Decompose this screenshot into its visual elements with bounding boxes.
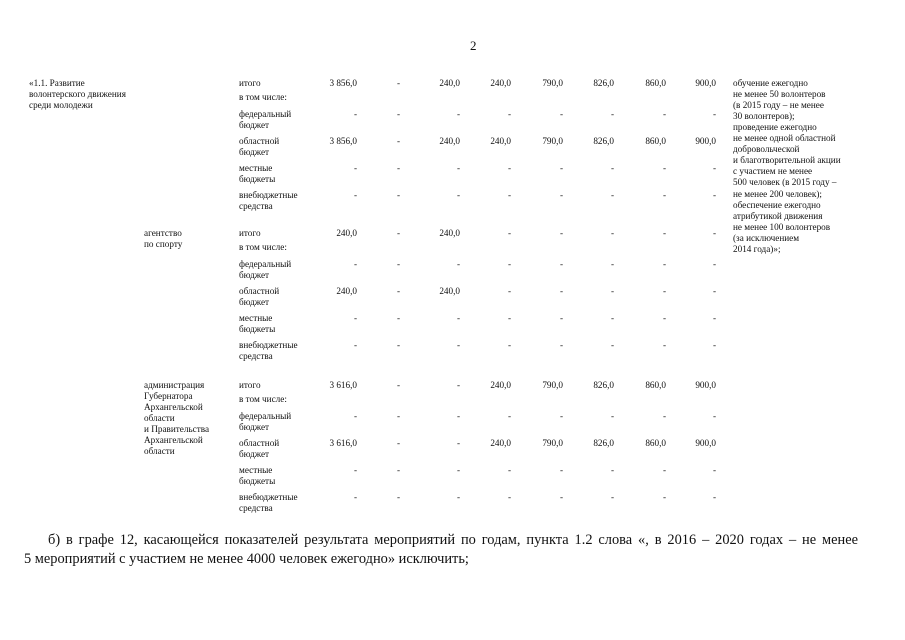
value-cell: - [507,313,511,323]
executor-line: Архангельской [144,402,203,412]
row-label-oblast: бюджет [239,297,270,307]
value-cell: - [353,109,357,119]
value-cell: 900,0 [695,380,716,390]
value-cell: - [712,340,716,350]
body-paragraph [24,531,858,569]
value-cell: - [559,190,563,200]
value-cell: - [456,163,460,173]
value-cell: 860,0 [645,438,666,448]
value-cell: 900,0 [695,438,716,448]
row-label-oblast: бюджет [239,147,270,157]
value-cell: - [559,411,563,421]
row-label-local: бюджеты [239,476,276,486]
row-label-local: бюджеты [239,324,276,334]
value-cell: 240,0 [336,228,357,238]
value-cell: 240,0 [490,136,511,146]
value-cell: - [353,190,357,200]
value-cell: - [712,228,716,238]
result-line: не менее 200 человек); [733,188,822,199]
value-cell: 3 616,0 [329,380,357,390]
value-cell: - [396,190,400,200]
measure-title-line: волонтерского движения [29,89,126,99]
value-cell: - [353,465,357,475]
result-line: 30 волонтеров); [733,111,795,122]
executor-line: администрация [144,380,205,390]
value-cell: - [456,411,460,421]
value-cell: - [559,228,563,238]
value-cell: - [456,313,460,323]
value-cell: - [662,228,666,238]
result-line: 2014 года)»; [733,243,781,254]
value-cell: - [712,259,716,269]
value-cell: 240,0 [490,78,511,88]
value-cell: - [559,313,563,323]
value-cell: 826,0 [593,78,614,88]
value-cell: - [396,78,400,88]
result-line: не менее 100 волонтеров [733,221,831,232]
value-cell: - [712,465,716,475]
value-cell: - [662,465,666,475]
value-cell: - [456,259,460,269]
result-line: проведение ежегодно [733,122,817,133]
value-cell: - [712,109,716,119]
value-cell: - [662,259,666,269]
row-label-local: местные [239,313,273,323]
value-cell: - [712,190,716,200]
value-cell: 240,0 [336,286,357,296]
value-cell: 240,0 [490,380,511,390]
value-cell: - [559,340,563,350]
executor-line: по спорту [144,239,183,249]
result-line: обучение ежегодно [733,78,808,88]
value-cell: - [662,411,666,421]
executor-line: области [144,446,175,456]
value-cell: - [456,109,460,119]
value-cell: - [712,286,716,296]
value-cell: - [662,109,666,119]
value-cell: - [662,286,666,296]
value-cell: - [456,465,460,475]
value-cell: - [507,163,511,173]
value-cell: - [610,109,614,119]
value-cell: - [507,109,511,119]
value-cell: 790,0 [542,78,563,88]
value-cell: - [662,492,666,502]
result-line: 500 человек (в 2015 году – [733,177,837,188]
value-cell: - [712,163,716,173]
row-label-total: итого [239,78,261,88]
value-cell: 790,0 [542,438,563,448]
value-cell: - [610,286,614,296]
row-label-extra: средства [239,503,273,513]
value-cell: - [507,286,511,296]
value-cell: 860,0 [645,136,666,146]
row-label-extra: средства [239,351,273,361]
result-line: атрибутикой движения [733,210,823,221]
value-cell: 790,0 [542,136,563,146]
page-number: 2 [470,38,477,53]
paragraph-line-1: б) в графе 12, касающейся показателей результата мероприятий по годам, пункта 1.2 слова «, в 2016 – 2020 годах – не менее [48,532,858,548]
row-label-federal: федеральный [239,259,292,269]
row-label-federal: федеральный [239,109,292,119]
value-cell: - [559,259,563,269]
value-cell: - [396,411,400,421]
value-cell: - [396,492,400,502]
value-cell: - [353,259,357,269]
value-cell: - [507,492,511,502]
value-cell: - [396,380,400,390]
value-cell: - [662,313,666,323]
value-cell: - [610,340,614,350]
value-cell: - [507,259,511,269]
row-label-including: в том числе: [239,92,287,102]
value-cell: - [712,411,716,421]
value-cell: 3 856,0 [329,136,357,146]
value-cell: 826,0 [593,380,614,390]
row-label-including: в том числе: [239,242,287,252]
value-cell: 860,0 [645,380,666,390]
value-cell: - [456,380,460,390]
value-cell: 3 616,0 [329,438,357,448]
row-label-oblast: областной [239,136,280,146]
value-cell: - [353,163,357,173]
executor-line: Архангельской [144,435,203,445]
value-cell: - [712,492,716,502]
result-line: и благотворительной акции [733,155,841,166]
row-label-oblast: областной [239,438,280,448]
value-cell: - [559,492,563,502]
row-label-extra: средства [239,201,273,211]
row-label-local: местные [239,465,273,475]
row-label-extra: внебюджетные [239,190,298,200]
row-label-total: итого [239,380,261,390]
result-line: (за исключением [733,232,800,243]
row-label-oblast: областной [239,286,280,296]
row-label-local: местные [239,163,273,173]
value-cell: - [662,163,666,173]
value-cell: - [396,286,400,296]
value-cell: - [610,190,614,200]
value-cell: 240,0 [439,78,460,88]
value-cell: - [353,340,357,350]
value-cell: 900,0 [695,78,716,88]
executor-line: агентство [144,228,182,238]
value-cell: - [610,492,614,502]
value-cell: - [396,109,400,119]
value-cell: - [610,313,614,323]
paragraph-line-2: 5 мероприятий с участием не менее 4000 человек ежегодно» исключить; [24,551,469,567]
executor-line: области [144,413,175,423]
value-cell: - [559,286,563,296]
value-cell: - [456,190,460,200]
value-cell: - [610,411,614,421]
value-cell: - [396,163,400,173]
value-cell: - [610,259,614,269]
value-cell: 240,0 [439,286,460,296]
value-cell: 900,0 [695,136,716,146]
value-cell: - [610,163,614,173]
value-cell: - [662,190,666,200]
value-cell: - [456,340,460,350]
value-cell: - [559,465,563,475]
result-line: не менее 50 волонтеров [733,89,826,100]
result-line: не менее одной областной [733,133,836,144]
value-cell: - [396,438,400,448]
measure-title-line: среди молодежи [29,100,93,110]
value-cell: 240,0 [439,136,460,146]
row-label-total: итого [239,228,261,238]
row-label-local: бюджеты [239,174,276,184]
value-cell: - [507,411,511,421]
value-cell: - [396,136,400,146]
value-cell: 826,0 [593,136,614,146]
row-label-oblast: бюджет [239,449,270,459]
value-cell: - [507,190,511,200]
result-line: добровольческой [733,144,800,155]
row-label-extra: внебюджетные [239,340,298,350]
value-cell: - [507,340,511,350]
value-cell: - [353,313,357,323]
row-label-including: в том числе: [239,394,287,404]
value-cell: - [507,228,511,238]
value-cell: - [396,259,400,269]
value-cell: - [396,228,400,238]
value-cell: - [353,411,357,421]
value-cell: - [610,465,614,475]
row-label-extra: внебюджетные [239,492,298,502]
measure-title-line: «1.1. Развитие [29,78,85,88]
value-cell: 860,0 [645,78,666,88]
value-cell: 240,0 [439,228,460,238]
row-label-federal: бюджет [239,422,270,432]
value-cell: 3 856,0 [329,78,357,88]
value-cell: - [456,492,460,502]
value-cell: - [610,228,614,238]
value-cell: - [396,465,400,475]
value-cell: - [507,465,511,475]
value-cell: - [662,340,666,350]
result-line: (в 2015 году – не менее [733,100,824,111]
value-cell: - [712,313,716,323]
value-cell: - [559,163,563,173]
value-cell: - [559,109,563,119]
value-cell: - [396,313,400,323]
value-cell: 790,0 [542,380,563,390]
row-label-federal: федеральный [239,411,292,421]
row-label-federal: бюджет [239,270,270,280]
executor-line: и Правительства [144,424,210,434]
executor-line: Губернатора [144,391,193,401]
value-cell: - [456,438,460,448]
value-cell: 240,0 [490,438,511,448]
value-cell: - [396,340,400,350]
value-cell: 826,0 [593,438,614,448]
result-line: обеспечение ежегодно [733,199,821,210]
row-label-federal: бюджет [239,120,270,130]
result-line: с участием не менее [733,166,813,177]
value-cell: - [353,492,357,502]
